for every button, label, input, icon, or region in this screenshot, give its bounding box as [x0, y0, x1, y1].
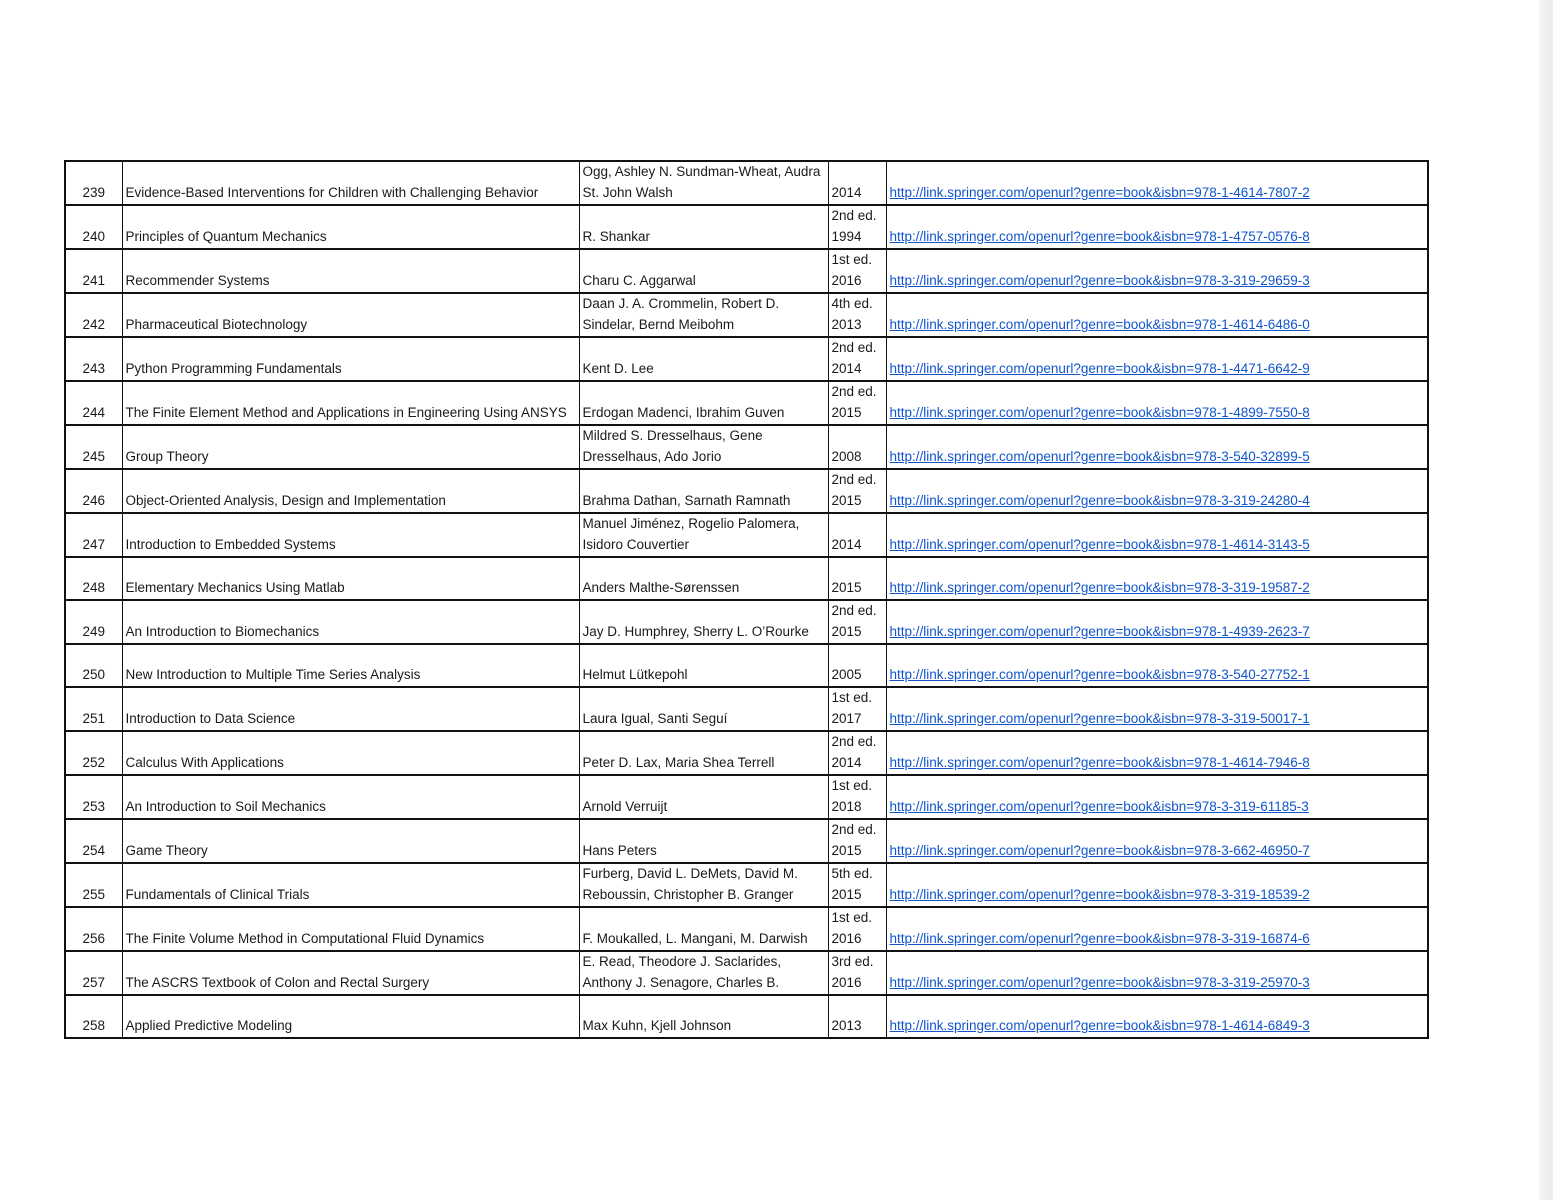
book-link[interactable]: http://link.springer.com/openurl?genre=book&isbn=978-3-319-50017-1 — [889, 710, 1310, 726]
row-number: 254 — [65, 819, 122, 863]
book-authors: Arnold Verruijt — [579, 775, 828, 819]
book-edition-year: 2nd ed. 1994 — [828, 205, 886, 249]
book-link[interactable]: http://link.springer.com/openurl?genre=book&isbn=978-3-319-18539-2 — [889, 886, 1310, 902]
table-row — [65, 425, 1428, 469]
book-edition-year: 1st ed. 2017 — [828, 687, 886, 731]
row-number: 241 — [65, 249, 122, 293]
book-edition-year: 5th ed. 2015 — [828, 863, 886, 907]
book-title: An Introduction to Biomechanics — [122, 600, 579, 644]
row-number: 247 — [65, 513, 122, 557]
book-link[interactable]: http://link.springer.com/openurl?genre=book&isbn=978-1-4471-6642-9 — [889, 360, 1310, 376]
book-link-cell — [886, 425, 1428, 469]
book-title: The Finite Volume Method in Computational Fluid Dynamics — [122, 907, 579, 951]
table-row — [65, 249, 1428, 293]
book-edition-year: 1st ed. 2018 — [828, 775, 886, 819]
row-number: 248 — [65, 557, 122, 600]
book-edition-year: 1st ed. 2016 — [828, 907, 886, 951]
book-edition-year: 2nd ed. 2014 — [828, 731, 886, 775]
book-link-cell — [886, 819, 1428, 863]
book-link-cell — [886, 337, 1428, 381]
book-title: Evidence-Based Interventions for Children with Challenging Behavior — [122, 161, 579, 205]
table-row — [65, 863, 1428, 907]
row-number: 242 — [65, 293, 122, 337]
book-authors: Anders Malthe-Sørenssen — [579, 557, 828, 600]
book-link-cell — [886, 513, 1428, 557]
table-row — [65, 161, 1428, 205]
book-link[interactable]: http://link.springer.com/openurl?genre=book&isbn=978-3-662-46950-7 — [889, 842, 1310, 858]
book-link[interactable]: http://link.springer.com/openurl?genre=book&isbn=978-1-4757-0576-8 — [889, 228, 1310, 244]
page-edge — [1539, 0, 1553, 1200]
book-link[interactable]: http://link.springer.com/openurl?genre=book&isbn=978-3-540-32899-5 — [889, 448, 1310, 464]
book-link[interactable]: http://link.springer.com/openurl?genre=book&isbn=978-3-319-24280-4 — [889, 492, 1310, 508]
book-link-cell — [886, 995, 1428, 1038]
book-title: Introduction to Data Science — [122, 687, 579, 731]
row-number: 246 — [65, 469, 122, 513]
book-link-cell — [886, 951, 1428, 995]
row-number: 256 — [65, 907, 122, 951]
book-authors: Kent D. Lee — [579, 337, 828, 381]
book-title: Elementary Mechanics Using Matlab — [122, 557, 579, 600]
book-title: Applied Predictive Modeling — [122, 995, 579, 1038]
book-link-cell — [886, 249, 1428, 293]
table-row — [65, 513, 1428, 557]
book-link-cell — [886, 557, 1428, 600]
table-row — [65, 995, 1428, 1038]
book-authors: Manuel Jiménez, Rogelio Palomera, Isidoro Couvertier — [579, 513, 828, 557]
book-list-body — [65, 161, 1428, 1038]
row-number: 249 — [65, 600, 122, 644]
book-link-cell — [886, 687, 1428, 731]
book-edition-year: 2008 — [828, 425, 886, 469]
table-row — [65, 557, 1428, 600]
book-link-cell — [886, 731, 1428, 775]
row-number: 255 — [65, 863, 122, 907]
row-number: 251 — [65, 687, 122, 731]
table-row — [65, 644, 1428, 687]
book-list-table — [64, 160, 1429, 1039]
book-link[interactable]: http://link.springer.com/openurl?genre=book&isbn=978-3-540-27752-1 — [889, 666, 1310, 682]
book-authors: Ogg, Ashley N. Sundman-Wheat, Audra St. John Walsh — [579, 161, 828, 205]
book-title: Pharmaceutical Biotechnology — [122, 293, 579, 337]
book-title: New Introduction to Multiple Time Series Analysis — [122, 644, 579, 687]
book-authors: Furberg, David L. DeMets, David M. Reboussin, Christopher B. Granger — [579, 863, 828, 907]
book-authors: Mildred S. Dresselhaus, Gene Dresselhaus, Ado Jorio — [579, 425, 828, 469]
book-edition-year: 2014 — [828, 161, 886, 205]
table-row — [65, 731, 1428, 775]
table-row — [65, 293, 1428, 337]
book-authors: Helmut Lütkepohl — [579, 644, 828, 687]
book-link-cell — [886, 907, 1428, 951]
book-authors: E. Read, Theodore J. Saclarides, Anthony J. Senagore, Charles B. — [579, 951, 828, 995]
book-authors: Laura Igual, Santi Seguí — [579, 687, 828, 731]
table-row — [65, 381, 1428, 425]
book-title: Python Programming Fundamentals — [122, 337, 579, 381]
book-link[interactable]: http://link.springer.com/openurl?genre=book&isbn=978-1-4614-7807-2 — [889, 184, 1310, 200]
book-authors: R. Shankar — [579, 205, 828, 249]
row-number: 250 — [65, 644, 122, 687]
book-title: Introduction to Embedded Systems — [122, 513, 579, 557]
book-edition-year: 2nd ed. 2015 — [828, 819, 886, 863]
book-title: Calculus With Applications — [122, 731, 579, 775]
table-row — [65, 687, 1428, 731]
book-link-cell — [886, 644, 1428, 687]
book-title: The ASCRS Textbook of Colon and Rectal Surgery — [122, 951, 579, 995]
book-link[interactable]: http://link.springer.com/openurl?genre=book&isbn=978-1-4614-6849-3 — [889, 1017, 1310, 1033]
book-title: An Introduction to Soil Mechanics — [122, 775, 579, 819]
book-authors: Max Kuhn, Kjell Johnson — [579, 995, 828, 1038]
book-link[interactable]: http://link.springer.com/openurl?genre=book&isbn=978-1-4614-6486-0 — [889, 316, 1310, 332]
row-number: 257 — [65, 951, 122, 995]
book-edition-year: 2005 — [828, 644, 886, 687]
book-link-cell — [886, 205, 1428, 249]
table-row — [65, 907, 1428, 951]
book-link[interactable]: http://link.springer.com/openurl?genre=book&isbn=978-1-4939-2623-7 — [889, 623, 1310, 639]
table-row — [65, 205, 1428, 249]
book-edition-year: 3rd ed. 2016 — [828, 951, 886, 995]
book-link-cell — [886, 863, 1428, 907]
book-title: Principles of Quantum Mechanics — [122, 205, 579, 249]
book-authors: Charu C. Aggarwal — [579, 249, 828, 293]
book-edition-year: 2015 — [828, 557, 886, 600]
book-link[interactable]: http://link.springer.com/openurl?genre=book&isbn=978-1-4899-7550-8 — [889, 404, 1310, 420]
book-link-cell — [886, 600, 1428, 644]
book-title: Game Theory — [122, 819, 579, 863]
row-number: 245 — [65, 425, 122, 469]
table-row — [65, 951, 1428, 995]
book-authors: Daan J. A. Crommelin, Robert D. Sindelar, Bernd Meibohm — [579, 293, 828, 337]
book-authors: Erdogan Madenci, Ibrahim Guven — [579, 381, 828, 425]
book-edition-year: 2nd ed. 2015 — [828, 469, 886, 513]
book-link-cell — [886, 161, 1428, 205]
book-edition-year: 4th ed. 2013 — [828, 293, 886, 337]
book-edition-year: 1st ed. 2016 — [828, 249, 886, 293]
book-link[interactable]: http://link.springer.com/openurl?genre=book&isbn=978-3-319-29659-3 — [889, 272, 1310, 288]
book-link-cell — [886, 293, 1428, 337]
book-link[interactable]: http://link.springer.com/openurl?genre=book&isbn=978-3-319-25970-3 — [889, 974, 1310, 990]
row-number: 252 — [65, 731, 122, 775]
book-edition-year: 2014 — [828, 513, 886, 557]
book-edition-year: 2nd ed. 2015 — [828, 600, 886, 644]
book-title: Object-Oriented Analysis, Design and Implementation — [122, 469, 579, 513]
row-number: 253 — [65, 775, 122, 819]
book-link-cell — [886, 469, 1428, 513]
row-number: 244 — [65, 381, 122, 425]
book-link-cell — [886, 381, 1428, 425]
table-row — [65, 600, 1428, 644]
book-title: Recommender Systems — [122, 249, 579, 293]
book-link[interactable]: http://link.springer.com/openurl?genre=book&isbn=978-3-319-16874-6 — [889, 930, 1310, 946]
row-number: 240 — [65, 205, 122, 249]
book-link-cell — [886, 775, 1428, 819]
book-edition-year: 2nd ed. 2014 — [828, 337, 886, 381]
row-number: 258 — [65, 995, 122, 1038]
book-authors: Brahma Dathan, Sarnath Ramnath — [579, 469, 828, 513]
book-edition-year: 2nd ed. 2015 — [828, 381, 886, 425]
table-row — [65, 775, 1428, 819]
book-authors: Peter D. Lax, Maria Shea Terrell — [579, 731, 828, 775]
book-title: The Finite Element Method and Applications in Engineering Using ANSYS — [122, 381, 579, 425]
book-edition-year: 2013 — [828, 995, 886, 1038]
book-link[interactable]: http://link.springer.com/openurl?genre=book&isbn=978-1-4614-3143-5 — [889, 536, 1310, 552]
table-row — [65, 337, 1428, 381]
table-row — [65, 469, 1428, 513]
book-authors: Jay D. Humphrey, Sherry L. O’Rourke — [579, 600, 828, 644]
book-link[interactable]: http://link.springer.com/openurl?genre=book&isbn=978-3-319-19587-2 — [889, 579, 1310, 595]
row-number: 239 — [65, 161, 122, 205]
row-number: 243 — [65, 337, 122, 381]
book-title: Group Theory — [122, 425, 579, 469]
book-authors: Hans Peters — [579, 819, 828, 863]
book-title: Fundamentals of Clinical Trials — [122, 863, 579, 907]
book-authors: F. Moukalled, L. Mangani, M. Darwish — [579, 907, 828, 951]
book-link[interactable]: http://link.springer.com/openurl?genre=book&isbn=978-3-319-61185-3 — [889, 798, 1309, 814]
book-link[interactable]: http://link.springer.com/openurl?genre=book&isbn=978-1-4614-7946-8 — [889, 754, 1310, 770]
table-row — [65, 819, 1428, 863]
